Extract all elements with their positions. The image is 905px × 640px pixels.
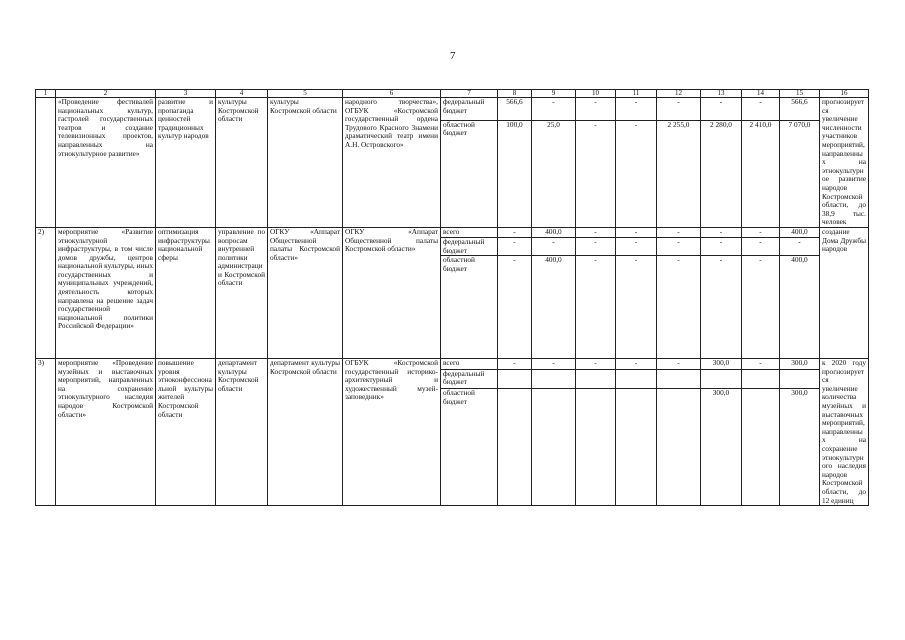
funding-value [616,389,657,506]
funding-value: - [576,227,616,237]
funding-value: 300,0 [701,359,742,370]
funding-value [742,369,780,388]
funding-value [657,369,701,388]
column-header: 2 [56,90,156,98]
funding-value: - [498,256,532,359]
funding-value: - [616,98,657,121]
funding-value: - [742,237,780,255]
funding-value [701,369,742,388]
funding-value: - [576,98,616,121]
funding-value: - [742,227,780,237]
goal-cell: оптимизация инфраструктуры национальной сферы [156,227,216,358]
funding-source: федеральный бюджет [441,98,498,121]
funding-source: областной бюджет [441,389,498,506]
funding-value: 400,0 [780,256,820,359]
column-header: 10 [576,90,616,98]
customer-cell: департамент культуры Костромской области [268,359,343,506]
funding-value: - [780,237,820,255]
funding-value: 2 255,0 [657,120,701,227]
table-row [36,359,869,370]
funding-value: - [701,237,742,255]
funding-value: - [576,120,616,227]
funding-value: - [616,256,657,359]
funding-value: - [657,359,701,370]
funding-value: 300,0 [780,389,820,506]
executor-cell: ОГКУ «Аппарат Общественной палаты Костромской области» [343,227,441,358]
coordinator-cell: департамент культуры Костромской области [216,359,268,506]
funding-value [616,369,657,388]
funding-value [576,369,616,388]
table-body [36,98,869,506]
funding-value: - [532,237,576,255]
funding-value [657,389,701,506]
funding-value [742,389,780,506]
funding-value: - [498,359,532,370]
expected-result: создание Дома Дружбы народов [820,227,869,358]
funding-value: - [498,227,532,237]
column-header: 5 [268,90,343,98]
expected-result: к 2020 году прогнозируется увеличение количества музейных и выставочных мероприятий, направленных на сохранение этнокультурного наследия народов Костромской области, до 12 единиц [820,359,869,506]
funding-value: - [576,237,616,255]
column-header: 11 [616,90,657,98]
funding-value: 400,0 [780,227,820,237]
budget-table [35,89,869,506]
table-header [36,90,869,98]
funding-value: - [657,256,701,359]
coordinator-cell: управление по вопросам внутренней политики администрации Костромской области [216,227,268,358]
funding-source: федеральный бюджет [441,237,498,255]
table-row [36,227,869,237]
funding-value: 100,0 [498,120,532,227]
funding-value: 300,0 [701,389,742,506]
funding-value [576,389,616,506]
funding-value: 2 410,0 [742,120,780,227]
funding-value: 400,0 [532,227,576,237]
funding-value: - [657,98,701,121]
funding-value: - [498,237,532,255]
funding-source: федеральный бюджет [441,369,498,388]
funding-source: областной бюджет [441,256,498,359]
funding-value: - [742,256,780,359]
column-header: 7 [441,90,498,98]
customer-cell: ОГКУ «Аппарат Общественной палаты Костромской области» [268,227,343,358]
executor-cell: народного творчества», ОГБУК «Костромской государственный ордена Трудового Красного Знамени драматический театр имени А.Н. Островского» [343,98,441,228]
column-header: 12 [657,90,701,98]
expected-result: прогнозируется увеличение численности участников мероприятий, направленных на этнокультурное развитие народов Костромской области, до 38,9 тыс. человек [820,98,869,228]
column-header: 3 [156,90,216,98]
funding-value: - [616,120,657,227]
funding-value: 400,0 [532,256,576,359]
funding-value: 7 070,0 [780,120,820,227]
column-header: 16 [820,90,869,98]
funding-value: - [576,359,616,370]
column-header: 6 [343,90,441,98]
funding-value [498,369,532,388]
column-header: 9 [532,90,576,98]
funding-value: 300,0 [780,359,820,370]
funding-value: 566,6 [780,98,820,121]
event-cell: мероприятие «Развитие этнокультурной инфраструктуры, в том числе домов дружбы, центров национальной культуры, иных государственных и муниципальных учреждений, деятельность которых направлена на решение задач государственной национальной политики Российской Федерации» [56,227,156,358]
row-number [36,98,56,228]
funding-value: 566,6 [498,98,532,121]
executor-cell: ОГБУК «Костромской государственный историко-архитектурный и художественный музей-заповедник» [343,359,441,506]
funding-value: - [532,98,576,121]
funding-value: - [701,256,742,359]
column-header: 14 [742,90,780,98]
goal-cell: повышение уровня этноконфессиональной культуры жителей Костромской области [156,359,216,506]
funding-value [780,369,820,388]
funding-value: - [576,256,616,359]
goal-cell: развитие и пропаганда ценностей традиционных культур народов [156,98,216,228]
funding-value: - [701,98,742,121]
funding-source: областной бюджет [441,120,498,227]
funding-value: - [742,98,780,121]
funding-source: всего [441,359,498,370]
funding-value: - [532,359,576,370]
funding-value: - [742,359,780,370]
event-cell: «Проведение фестивалей национальных культур, гастролей государственных театров и создание телевизионных проектов, направленных на этнокультурное развитие» [56,98,156,228]
funding-value: - [616,237,657,255]
funding-value: 2 280,0 [701,120,742,227]
funding-value: - [657,237,701,255]
customer-cell: культуры Костромской области [268,98,343,228]
coordinator-cell: культуры Костромской области [216,98,268,228]
row-number: 2) [36,227,56,358]
event-cell: мероприятие «Проведение музейных и выставочных мероприятий, направленных на сохранение этнокультурного наследия народов Костромской области» [56,359,156,506]
funding-value [532,369,576,388]
funding-value: - [701,227,742,237]
column-header: 1 [36,90,56,98]
funding-value: 25,0 [532,120,576,227]
funding-value [532,389,576,506]
funding-value: - [616,359,657,370]
funding-source: всего [441,227,498,237]
funding-value [498,389,532,506]
funding-value: - [657,227,701,237]
funding-value: - [616,227,657,237]
column-header: 8 [498,90,532,98]
page-number: 7 [450,50,456,62]
row-number: 3) [36,359,56,506]
column-header: 13 [701,90,742,98]
column-header: 4 [216,90,268,98]
column-header: 15 [780,90,820,98]
table-row [36,98,869,121]
